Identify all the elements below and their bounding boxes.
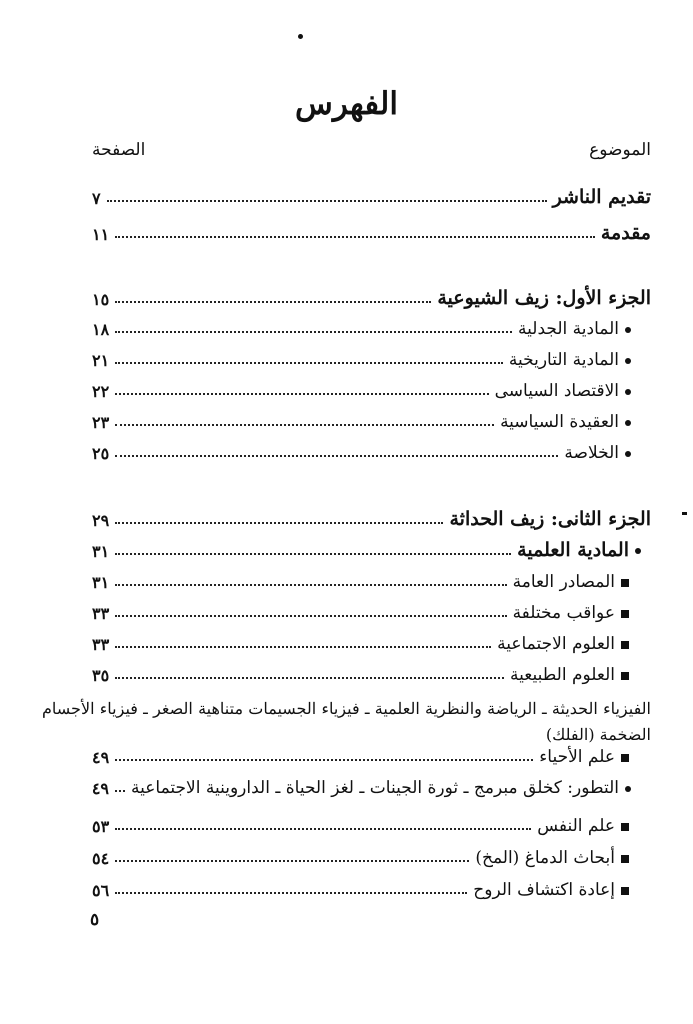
toc-entry (92, 406, 651, 432)
bullet-circle-icon (635, 548, 641, 554)
dot-leader (115, 584, 506, 586)
dot-leader (115, 860, 469, 862)
toc-entry-text: الاقتصاد السياسى (494, 381, 619, 401)
toc-entry-label (509, 350, 651, 370)
dot-leader (115, 393, 488, 395)
dot-leader (107, 200, 547, 202)
bullet-circle-icon (625, 389, 631, 395)
toc-entry-label (510, 665, 651, 685)
toc-entry-page: ٢٣ (92, 413, 110, 432)
page-number: ٥ (90, 910, 100, 930)
topic-header: الموضوع (589, 140, 651, 160)
toc-entry (92, 344, 651, 370)
toc-entry (92, 597, 651, 623)
dot-leader (115, 892, 467, 894)
toc-entry-text: العلوم الطبيعية (510, 665, 615, 685)
dot-leader (115, 424, 494, 426)
toc-entry-label (437, 287, 651, 309)
dot-leader (115, 522, 443, 524)
dot-leader (115, 677, 504, 679)
bullet-square-icon (621, 855, 629, 863)
toc-entry-label (500, 412, 651, 432)
toc-entry-page: ٣٣ (92, 604, 110, 623)
dot-leader (115, 615, 506, 617)
margin-mark (682, 512, 687, 515)
toc-entry-label (537, 816, 651, 836)
bullet-circle-icon (625, 327, 631, 333)
toc-entry-page: ٤٩ (91, 779, 110, 798)
toc-entry (92, 566, 651, 592)
bullet-square-icon (621, 579, 629, 587)
toc-entry-label (449, 508, 651, 530)
dot-leader (115, 301, 431, 303)
toc-entry (92, 659, 651, 685)
toc-entry (92, 218, 651, 244)
dot-leader (115, 828, 531, 830)
toc-entry-label (475, 848, 651, 868)
toc-entry-page: ١١ (92, 225, 110, 244)
toc-entry-text: إعادة اكتشاف الروح (473, 880, 615, 900)
dot-leader (115, 236, 595, 238)
toc-entry-page: ١٨ (92, 320, 110, 339)
toc-entry-text: علم الأحياء (539, 747, 615, 767)
subtopics-paragraph: الفيزياء الحديثة ـ الرياضة والنظرية العلمية ـ فيزياء الجسيمات متناهية الصغر ـ فيزياء الأجسام الضخمة (الفلك) (42, 699, 651, 744)
toc-entry-page: ٣١ (92, 542, 110, 561)
toc-entry-text: المادية الجدلية (518, 319, 619, 339)
bullet-square-icon (621, 823, 629, 831)
page-title: الفهرس (295, 86, 398, 122)
toc-entry (92, 313, 651, 339)
toc-entry-text: أبحاث الدماغ (المخ) (475, 848, 615, 868)
dot-leader (115, 362, 503, 364)
toc-entry-text: علم النفس (537, 816, 615, 836)
toc-entry (92, 535, 651, 561)
toc-entry-page: ١٥ (92, 290, 110, 309)
toc-entry-page: ٢٥ (92, 444, 110, 463)
ink-dot (298, 34, 303, 39)
dot-leader (115, 553, 511, 555)
toc-entry-label (513, 572, 651, 592)
bullet-square-icon (621, 754, 629, 762)
toc-entry-label (513, 603, 651, 623)
bullet-square-icon (621, 887, 629, 895)
toc-entry-page: ٣٥ (92, 666, 110, 685)
toc-entry-label (495, 381, 651, 401)
toc-entry-label (131, 778, 651, 798)
toc-entry (92, 182, 651, 208)
toc-entry (92, 772, 651, 798)
toc-entry (92, 375, 651, 401)
toc-entry-page: ٧ (92, 189, 101, 208)
toc-entry-label (564, 443, 651, 463)
toc-entry-text: تقديم الناشر (552, 186, 651, 208)
toc-entry-label (497, 634, 651, 654)
toc-entry (92, 874, 651, 900)
toc-entry-page: ٥٣ (92, 817, 110, 836)
bullet-square-icon (621, 672, 629, 680)
toc-entry-page: ٣٣ (92, 635, 110, 654)
toc-entry-text: العلوم الاجتماعية (497, 634, 615, 654)
toc-entry-text: المصادر العامة (512, 572, 615, 592)
page-header: الصفحة (92, 140, 146, 160)
toc-entry-page: ٢٢ (92, 382, 110, 401)
bullet-circle-icon (625, 358, 631, 364)
toc-entry-page: ٤٩ (92, 748, 110, 767)
bullet-square-icon (621, 610, 629, 618)
bullet-circle-icon (625, 451, 631, 457)
dot-leader (115, 646, 491, 648)
column-headers (92, 140, 651, 160)
toc-entry-label (539, 747, 651, 767)
toc-entry-text: العقيدة السياسية (500, 412, 619, 432)
toc-entry-text: عواقب مختلفة (512, 603, 615, 623)
bullet-circle-icon (625, 786, 631, 792)
dot-leader (115, 759, 533, 761)
toc-entry-page: ٢٩ (92, 511, 110, 530)
dot-leader (115, 331, 512, 333)
toc-entry-page: ٥٤ (92, 849, 110, 868)
bullet-circle-icon (625, 420, 631, 426)
toc-entry (92, 842, 651, 868)
toc-entry (92, 810, 651, 836)
toc-entry-text: المادية العلمية (517, 539, 629, 561)
toc-entry (92, 504, 651, 530)
toc-entry (92, 437, 651, 463)
toc-entry-text: المادية التاريخية (508, 350, 619, 370)
bullet-square-icon (621, 641, 629, 649)
dot-leader (115, 455, 558, 457)
toc-entry-text: الجزء الأول: زيف الشيوعية (437, 287, 651, 309)
toc-entry-label (553, 186, 651, 208)
toc-entry-label (473, 880, 651, 900)
toc-entry-label (517, 539, 651, 561)
toc-entry-text: مقدمة (600, 222, 651, 244)
toc-entry-label (601, 222, 651, 244)
toc-entry-page: ٢١ (92, 351, 110, 370)
dot-leader (115, 790, 125, 792)
toc-entry (92, 628, 651, 654)
toc-entry-label (518, 319, 651, 339)
toc-entry (92, 283, 651, 309)
toc-entry-text: الجزء الثانى: زيف الحداثة (449, 508, 651, 530)
toc-entry-page: ٣١ (92, 573, 110, 592)
toc-entry-text: التطور: كخلق مبرمج ـ ثورة الجينات ـ لغز الحياة ـ الداروينية الاجتماعية (131, 778, 619, 798)
toc-entry-text: الخلاصة (564, 443, 619, 463)
toc-entry-page: ٥٦ (92, 881, 110, 900)
